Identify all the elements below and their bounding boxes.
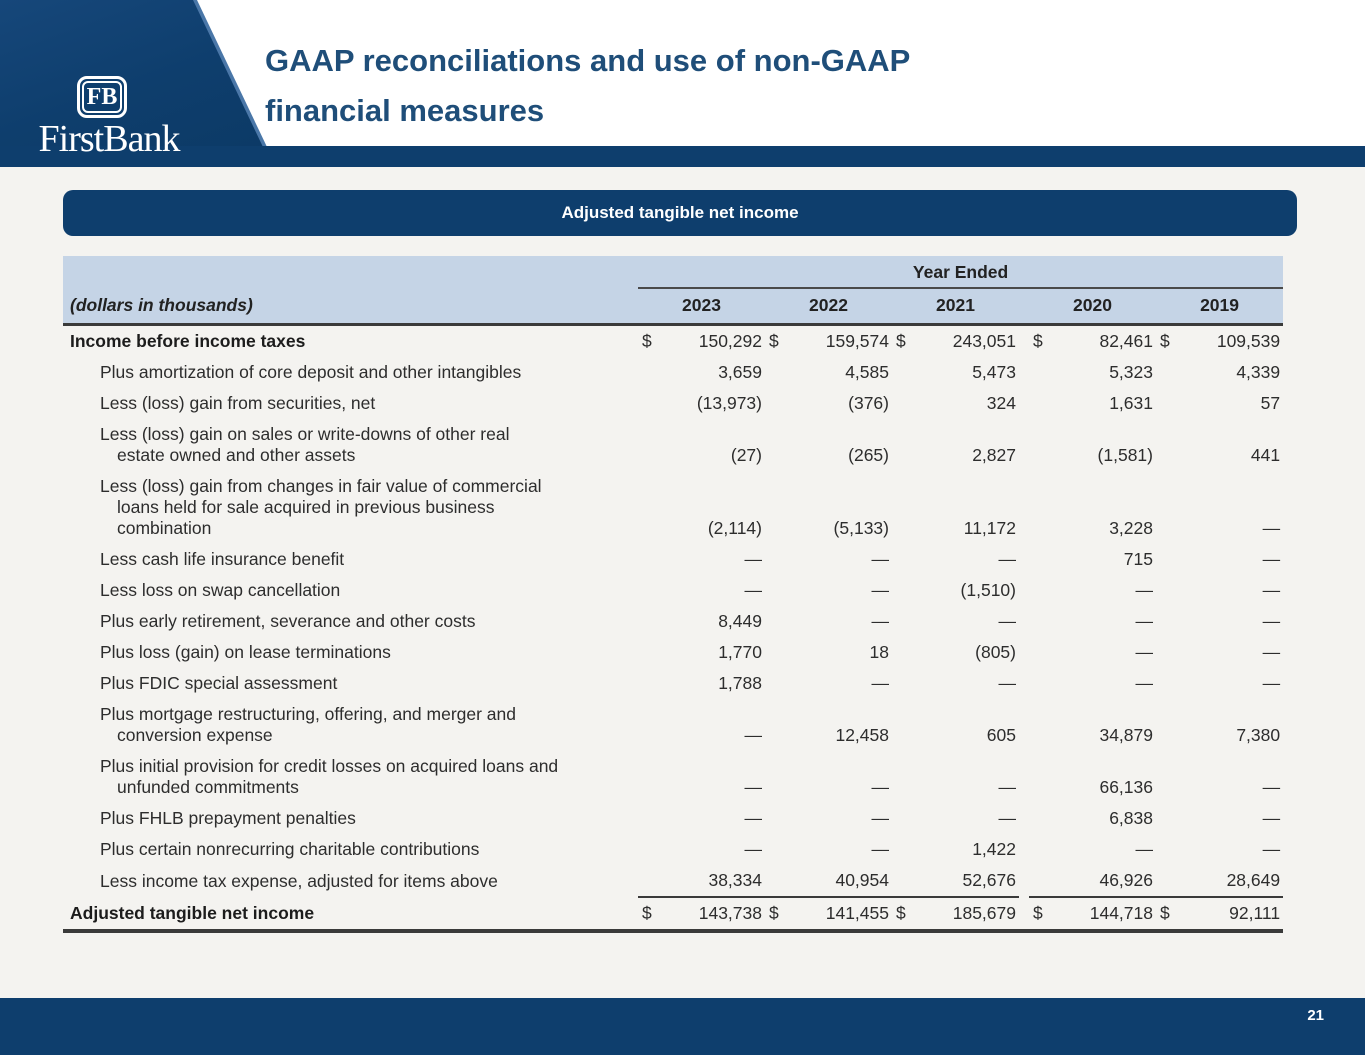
- table-row: [63, 668, 1283, 699]
- dollar-sign-cell: [1029, 544, 1053, 575]
- value-cell: 4,585: [845, 362, 889, 382]
- year-column-header: 2022: [765, 288, 892, 325]
- dollar-sign-cell: [1156, 668, 1180, 699]
- value-cell: —: [871, 580, 889, 600]
- value-cell: 52,676: [916, 865, 1019, 897]
- dollar-sign-cell: $: [896, 331, 906, 351]
- value-cell: (2,114): [707, 518, 762, 538]
- dollar-sign-cell: [892, 699, 916, 751]
- value-cell: 159,574: [825, 331, 889, 351]
- value-cell: 3,659: [718, 362, 762, 382]
- table-row: [63, 606, 1283, 637]
- dollar-sign-cell: [1029, 357, 1053, 388]
- value-cell: (13,973): [696, 393, 762, 413]
- value-cell: 5,473: [972, 362, 1016, 382]
- group-header-cell: Year Ended: [638, 256, 1283, 288]
- value-cell: 12,458: [835, 725, 889, 745]
- value-cell: 143,738: [662, 897, 765, 931]
- value-cell: 715: [1123, 549, 1153, 569]
- value-cell: —: [871, 777, 889, 797]
- page-number: 21: [1307, 1007, 1324, 1024]
- dollar-sign-cell: [638, 357, 662, 388]
- year-column-header: 2023: [638, 288, 765, 325]
- value-cell: —: [1135, 611, 1153, 631]
- column-gap-cell: [1019, 637, 1029, 668]
- dollar-sign-cell: [765, 544, 789, 575]
- value-cell: —: [871, 673, 889, 693]
- dollar-sign-cell: [1156, 388, 1180, 419]
- value-cell: 46,926: [1053, 865, 1156, 897]
- dollar-sign-cell: [638, 388, 662, 419]
- dollar-sign-cell: [765, 699, 789, 751]
- row-label: Adjusted tangible net income: [63, 897, 638, 931]
- dollar-sign-cell: $: [1156, 897, 1180, 931]
- dollar-sign-cell: [1029, 834, 1053, 865]
- logo-text: FirstBank: [38, 118, 180, 160]
- dollar-sign-cell: [765, 575, 789, 606]
- value-cell: (1,510): [960, 580, 1016, 600]
- table-row: [63, 897, 1283, 931]
- dollar-sign-cell: [892, 544, 916, 575]
- column-gap-cell: [1019, 897, 1029, 931]
- value-cell: —: [1262, 549, 1281, 569]
- dollar-sign-cell: [1156, 357, 1180, 388]
- dollar-sign-cell: [1156, 606, 1180, 637]
- row-label: Plus early retirement, severance and other costs: [100, 611, 476, 631]
- value-cell: 28,649: [1180, 865, 1283, 897]
- dollar-sign-cell: [892, 388, 916, 419]
- dollar-sign-cell: [765, 668, 789, 699]
- table-container: [63, 256, 1283, 933]
- column-gap-cell: [1019, 419, 1029, 471]
- dollar-sign-cell: [765, 751, 789, 803]
- column-gap-cell: [1019, 357, 1029, 388]
- value-cell: —: [1262, 839, 1281, 859]
- dollar-sign-cell: [1156, 637, 1180, 668]
- column-gap-cell: [1019, 751, 1029, 803]
- table-row: [63, 803, 1283, 834]
- row-label: Income before income taxes: [70, 331, 306, 351]
- value-cell: 7,380: [1236, 725, 1281, 745]
- value-cell: 92,111: [1180, 897, 1283, 931]
- value-cell: —: [998, 808, 1016, 828]
- value-cell: 324: [986, 393, 1016, 413]
- dollar-sign-cell: [1029, 699, 1053, 751]
- dollar-sign-cell: [892, 575, 916, 606]
- dollar-sign-cell: [1156, 699, 1180, 751]
- row-label: Plus FDIC special assessment: [100, 673, 338, 693]
- dollar-sign-cell: [1029, 606, 1053, 637]
- column-gap-cell: [1019, 865, 1029, 897]
- table-row: [63, 471, 1283, 544]
- value-cell: 3,228: [1109, 518, 1153, 538]
- dollar-sign-cell: [765, 637, 789, 668]
- dollar-sign-cell: [638, 419, 662, 471]
- row-label: Less cash life insurance benefit: [100, 549, 345, 569]
- dollar-sign-cell: [638, 544, 662, 575]
- row-label: Less loss on swap cancellation: [100, 580, 341, 600]
- value-cell: —: [1135, 673, 1153, 693]
- column-gap-cell: [1019, 575, 1029, 606]
- column-gap-cell: [1019, 803, 1029, 834]
- value-cell: 2,827: [972, 445, 1016, 465]
- row-label: Plus FHLB prepayment penalties: [100, 808, 356, 828]
- value-cell: 109,539: [1216, 331, 1281, 351]
- value-cell: 4,339: [1236, 362, 1281, 382]
- dollar-sign-cell: [1029, 575, 1053, 606]
- value-cell: —: [744, 808, 762, 828]
- slide-title-line1: GAAP reconciliations and use of non-GAAP: [265, 43, 911, 78]
- value-cell: 11,172: [963, 518, 1016, 538]
- value-cell: 18: [869, 642, 889, 662]
- column-gap-cell: [1019, 325, 1029, 358]
- column-gap-cell: [1019, 388, 1029, 419]
- value-cell: 6,838: [1109, 808, 1153, 828]
- value-cell: —: [744, 839, 762, 859]
- dollar-sign-cell: $: [765, 897, 789, 931]
- firstbank-logo: [6, 76, 212, 158]
- value-cell: 1,422: [972, 839, 1016, 859]
- value-cell: (265): [848, 445, 889, 465]
- dollar-sign-cell: [765, 357, 789, 388]
- table-row: [63, 325, 1283, 358]
- table-row: [63, 357, 1283, 388]
- value-cell: —: [1262, 808, 1281, 828]
- value-cell: —: [998, 549, 1016, 569]
- value-cell: —: [744, 777, 762, 797]
- section-banner: [63, 190, 1297, 236]
- value-cell: 1,788: [718, 673, 762, 693]
- value-cell: —: [871, 808, 889, 828]
- value-cell: —: [1135, 839, 1153, 859]
- dollar-sign-cell: $: [642, 331, 652, 351]
- row-label: Plus initial provision for credit losses on acquired loans and unfunded commitments: [100, 756, 559, 797]
- dollar-sign-cell: [765, 834, 789, 865]
- column-gap-cell: [1019, 544, 1029, 575]
- value-cell: (1,581): [1097, 445, 1153, 465]
- value-cell: 243,051: [952, 331, 1016, 351]
- value-cell: —: [744, 725, 762, 745]
- dollar-sign-cell: $: [638, 897, 662, 931]
- slide-header: [0, 0, 1365, 166]
- row-label: Less (loss) gain on sales or write-downs of other real estate owned and other assets: [100, 424, 510, 465]
- value-cell: 144,718: [1053, 897, 1156, 931]
- dollar-sign-cell: [1156, 865, 1180, 897]
- dollar-sign-cell: [638, 606, 662, 637]
- table-body: [63, 325, 1283, 932]
- table-row: [63, 699, 1283, 751]
- value-cell: 57: [1260, 393, 1281, 413]
- dollar-sign-cell: $: [1029, 897, 1053, 931]
- dollar-sign-cell: $: [1033, 331, 1043, 351]
- value-cell: —: [1262, 611, 1281, 631]
- column-gap-cell: [1019, 606, 1029, 637]
- row-label: Less (loss) gain from changes in fair value of commercial loans held for sale acquired in previous business combination: [100, 476, 542, 538]
- value-cell: —: [998, 611, 1016, 631]
- dollar-sign-cell: [638, 865, 662, 897]
- slide-title-line2: financial measures: [265, 93, 545, 128]
- year-column-header: 2019: [1156, 288, 1283, 325]
- value-cell: —: [1262, 580, 1281, 600]
- value-cell: 605: [986, 725, 1016, 745]
- dollar-sign-cell: [892, 606, 916, 637]
- dollar-sign-cell: [638, 699, 662, 751]
- value-cell: 5,323: [1109, 362, 1153, 382]
- value-cell: 82,461: [1099, 331, 1153, 351]
- value-cell: —: [998, 673, 1016, 693]
- value-cell: 38,334: [662, 865, 765, 897]
- dollar-sign-cell: [892, 834, 916, 865]
- value-cell: —: [871, 839, 889, 859]
- column-gap-cell: [1019, 668, 1029, 699]
- dollar-sign-cell: [1029, 865, 1053, 897]
- value-cell: 185,679: [916, 897, 1019, 931]
- row-label: Plus mortgage restructuring, offering, and merger and conversion expense: [100, 704, 517, 745]
- value-cell: —: [1262, 642, 1281, 662]
- dollar-sign-cell: [1029, 388, 1053, 419]
- header-gap-cell: [1019, 288, 1029, 325]
- value-cell: 66,136: [1099, 777, 1153, 797]
- dollar-sign-cell: [1156, 544, 1180, 575]
- dollar-sign-cell: [1029, 637, 1053, 668]
- value-cell: —: [998, 777, 1016, 797]
- table-row: [63, 637, 1283, 668]
- dollar-sign-cell: [638, 575, 662, 606]
- dollar-sign-cell: [1156, 471, 1180, 544]
- table-row: [63, 751, 1283, 803]
- dollar-sign-cell: [1029, 668, 1053, 699]
- dollar-sign-cell: [765, 388, 789, 419]
- dollar-sign-cell: [765, 419, 789, 471]
- dollar-sign-cell: $: [892, 897, 916, 931]
- row-label: Plus certain nonrecurring charitable contributions: [100, 839, 480, 859]
- dollar-sign-cell: [638, 803, 662, 834]
- table-row: [63, 834, 1283, 865]
- value-cell: 441: [1250, 445, 1281, 465]
- dollar-sign-cell: [1029, 803, 1053, 834]
- dollar-sign-cell: [892, 751, 916, 803]
- dollar-sign-cell: [892, 357, 916, 388]
- dollar-sign-cell: [638, 668, 662, 699]
- row-label: Plus amortization of core deposit and other intangibles: [100, 362, 522, 382]
- column-gap-cell: [1019, 699, 1029, 751]
- value-cell: 1,770: [718, 642, 762, 662]
- value-cell: (5,133): [833, 518, 889, 538]
- dollar-sign-cell: [638, 471, 662, 544]
- dollar-sign-cell: [892, 803, 916, 834]
- dollar-sign-cell: [892, 668, 916, 699]
- column-gap-cell: [1019, 471, 1029, 544]
- dollar-sign-cell: [1156, 419, 1180, 471]
- value-cell: (27): [730, 445, 762, 465]
- dollar-sign-cell: [892, 637, 916, 668]
- dollar-sign-cell: [1156, 803, 1180, 834]
- year-column-header: 2020: [1029, 288, 1156, 325]
- value-cell: 34,879: [1099, 725, 1153, 745]
- column-gap-cell: [1019, 834, 1029, 865]
- table-row: [63, 388, 1283, 419]
- value-cell: —: [1135, 642, 1153, 662]
- section-banner-label: Adjusted tangible net income: [561, 203, 799, 222]
- dollar-sign-cell: $: [769, 331, 779, 351]
- value-cell: 141,455: [789, 897, 892, 931]
- dollar-sign-cell: $: [1160, 331, 1170, 351]
- value-cell: —: [871, 611, 889, 631]
- year-column-header: 2021: [892, 288, 1019, 325]
- fb-emblem-icon: [77, 76, 127, 118]
- dollar-sign-cell: [892, 471, 916, 544]
- value-cell: 8,449: [718, 611, 762, 631]
- dollar-sign-cell: [1156, 575, 1180, 606]
- value-cell: —: [1262, 518, 1281, 538]
- dollar-sign-cell: [765, 606, 789, 637]
- dollar-sign-cell: [1156, 751, 1180, 803]
- value-cell: —: [871, 549, 889, 569]
- column-header-row: [63, 288, 1283, 325]
- value-cell: —: [1135, 580, 1153, 600]
- value-cell: —: [1262, 777, 1281, 797]
- fb-emblem-letters: FB: [82, 81, 122, 113]
- financial-table: [63, 256, 1283, 933]
- row-label: Less (loss) gain from securities, net: [100, 393, 376, 413]
- dollar-sign-cell: [1029, 419, 1053, 471]
- row-label: Less income tax expense, adjusted for items above: [100, 871, 498, 891]
- dollar-sign-cell: [1029, 751, 1053, 803]
- value-cell: —: [1262, 673, 1281, 693]
- value-cell: (805): [975, 642, 1016, 662]
- dollar-sign-cell: [765, 471, 789, 544]
- value-cell: 150,292: [698, 331, 762, 351]
- slide-title: [265, 36, 910, 136]
- value-cell: 40,954: [789, 865, 892, 897]
- dollars-in-thousands-label: (dollars in thousands): [63, 288, 638, 325]
- value-cell: (376): [848, 393, 889, 413]
- dollar-sign-cell: [892, 865, 916, 897]
- row-label: Plus loss (gain) on lease terminations: [100, 642, 391, 662]
- dollar-sign-cell: [765, 865, 789, 897]
- dollar-sign-cell: [638, 751, 662, 803]
- table-row: [63, 419, 1283, 471]
- group-header-spacer: [63, 256, 638, 288]
- table-row: [63, 575, 1283, 606]
- dollar-sign-cell: [1029, 471, 1053, 544]
- dollar-sign-cell: [638, 637, 662, 668]
- table-row: [63, 865, 1283, 897]
- dollar-sign-cell: [765, 803, 789, 834]
- value-cell: —: [744, 549, 762, 569]
- group-header-row: [63, 256, 1283, 288]
- table-row: [63, 544, 1283, 575]
- value-cell: —: [744, 580, 762, 600]
- value-cell: 1,631: [1109, 393, 1153, 413]
- dollar-sign-cell: [638, 834, 662, 865]
- dollar-sign-cell: [1156, 834, 1180, 865]
- slide-footer: [0, 998, 1365, 1055]
- dollar-sign-cell: [892, 419, 916, 471]
